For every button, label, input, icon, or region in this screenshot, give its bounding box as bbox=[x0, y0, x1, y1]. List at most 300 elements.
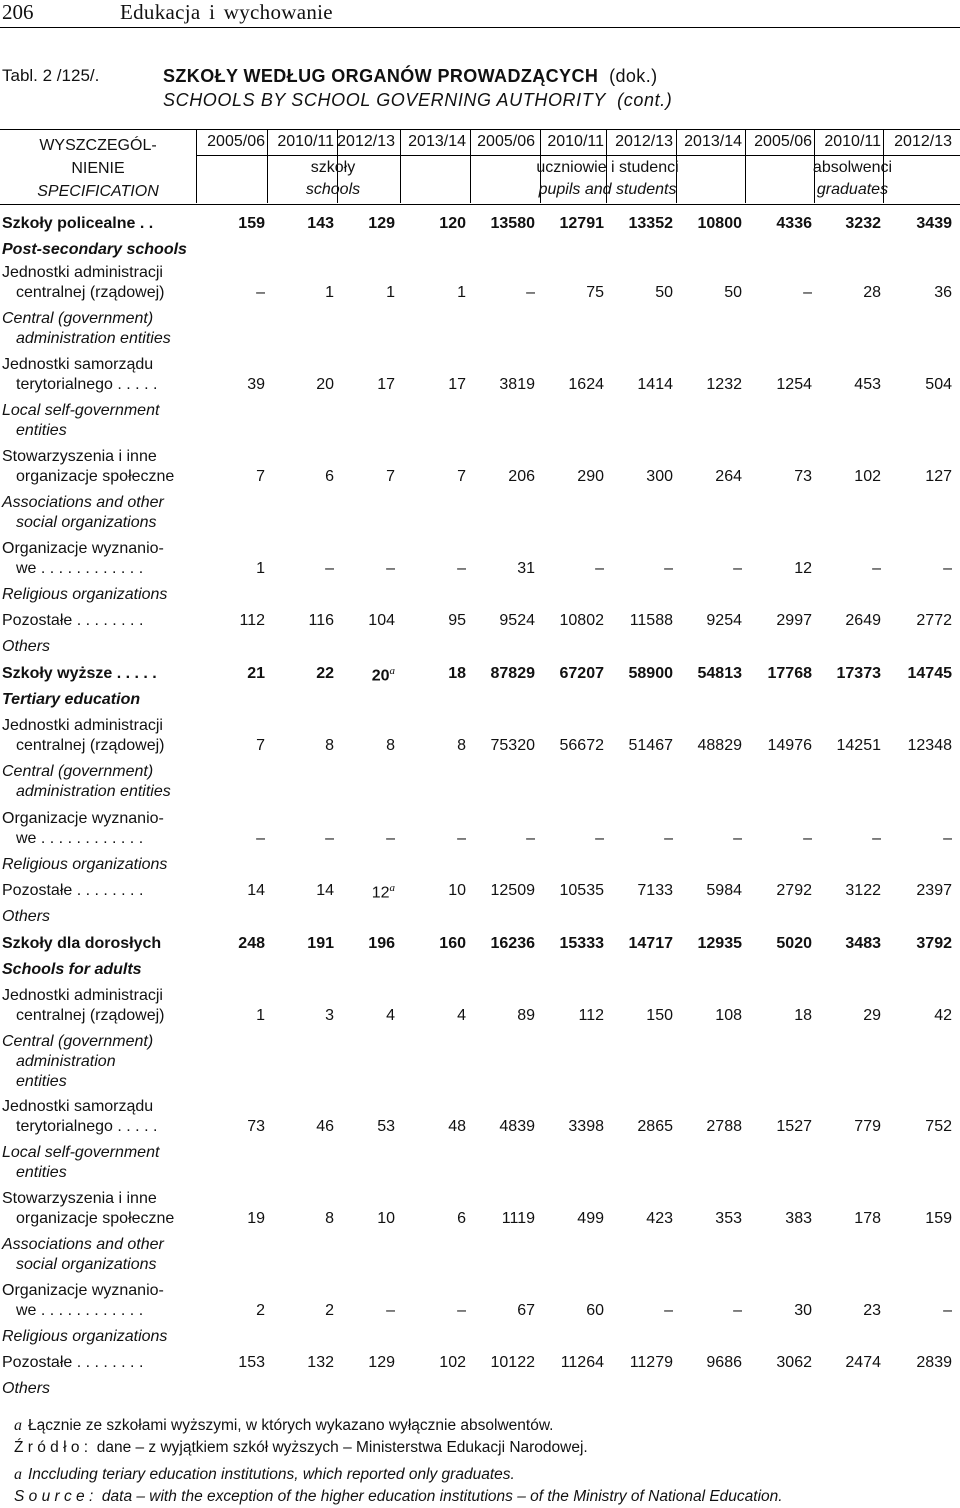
cell-value: 13580 bbox=[490, 215, 535, 232]
cell-value: 1232 bbox=[706, 376, 742, 393]
row-label-pl: Jednostki administracji bbox=[2, 987, 163, 1004]
row-label-pl: Stowarzyszenia i inne bbox=[2, 1190, 157, 1207]
row-label-pl: Szkoły dla dorosłych bbox=[2, 935, 162, 952]
spec-header-pl-1: WYSZCZEGÓL- bbox=[39, 137, 157, 154]
footnote-ref: a bbox=[389, 882, 395, 894]
cell-value: 4 bbox=[386, 1007, 395, 1024]
table-cell bbox=[327, 284, 395, 302]
table-cell bbox=[674, 612, 742, 630]
table-cell bbox=[327, 1354, 395, 1372]
cell-value: 248 bbox=[238, 935, 265, 952]
source-en-label: S o u r c e : bbox=[14, 1488, 94, 1505]
row-label-pl: Organizacje wyznanio- bbox=[2, 1282, 164, 1299]
table-cell bbox=[266, 215, 334, 233]
table-cell bbox=[744, 215, 812, 233]
table-cell bbox=[266, 935, 334, 953]
table-cell bbox=[398, 1007, 466, 1025]
table-cell bbox=[813, 935, 881, 953]
table-cell bbox=[744, 560, 812, 578]
cell-value: 29 bbox=[863, 1007, 881, 1024]
row-label-pl: Jednostki administracji bbox=[2, 264, 163, 281]
table-cell bbox=[467, 560, 535, 578]
table-cell bbox=[813, 1354, 881, 1372]
table-cell bbox=[605, 830, 673, 848]
table-cell bbox=[398, 665, 466, 683]
footnote-a-pl bbox=[14, 1416, 553, 1436]
cell-value: 20 bbox=[371, 667, 390, 685]
table-cell bbox=[266, 1118, 334, 1136]
source-pl-label: Ź r ó d ł o : bbox=[14, 1439, 89, 1456]
cell-value: – bbox=[386, 560, 395, 577]
table-cell bbox=[884, 1302, 952, 1320]
cell-value: 3062 bbox=[776, 1354, 812, 1371]
table-cell bbox=[674, 737, 742, 755]
table-cell bbox=[197, 665, 265, 683]
table-cell bbox=[674, 1007, 742, 1025]
row-label-pl: Organizacje wyznanio- bbox=[2, 540, 164, 557]
cell-value: 11588 bbox=[629, 612, 673, 629]
table-cell bbox=[266, 737, 334, 755]
cell-value: 2788 bbox=[706, 1118, 742, 1135]
group-rule bbox=[471, 155, 745, 156]
cell-value: 7 bbox=[256, 468, 265, 485]
table-cell bbox=[398, 737, 466, 755]
year-header: 2012/13 bbox=[615, 133, 673, 150]
table-cell bbox=[884, 935, 952, 953]
cell-value: 10 bbox=[448, 882, 466, 899]
table-cell bbox=[266, 284, 334, 302]
cell-value: 73 bbox=[247, 1118, 265, 1135]
cell-value: 1119 bbox=[501, 1210, 535, 1227]
footnote-ref: a bbox=[389, 665, 395, 677]
row-label-en: Central (government) bbox=[2, 1033, 154, 1050]
table-cell bbox=[884, 1354, 952, 1372]
cell-value: – bbox=[526, 284, 535, 301]
table-cell bbox=[467, 1210, 535, 1228]
cell-value: 353 bbox=[715, 1210, 742, 1227]
cell-value: 2772 bbox=[916, 612, 952, 629]
cell-value: – bbox=[457, 560, 466, 577]
cell-value: 3232 bbox=[845, 215, 881, 232]
cell-value: 10535 bbox=[559, 882, 604, 899]
table-cell bbox=[327, 215, 395, 233]
cell-value: 1414 bbox=[637, 376, 673, 393]
table-cell bbox=[744, 468, 812, 486]
table-cell bbox=[327, 1118, 395, 1136]
table-cell bbox=[884, 468, 952, 486]
table-cell bbox=[744, 1354, 812, 1372]
table-cell bbox=[398, 1302, 466, 1320]
cell-value: 1527 bbox=[776, 1118, 812, 1135]
table-cell bbox=[605, 1354, 673, 1372]
cell-value: 1 bbox=[256, 1007, 265, 1024]
row-label-en: Local self-government bbox=[2, 1144, 160, 1161]
cell-value: – bbox=[943, 1302, 952, 1319]
cell-value: 129 bbox=[368, 1354, 395, 1371]
table-cell bbox=[674, 284, 742, 302]
table-title-pl-main: SZKOŁY WEDŁUG ORGANÓW PROWADZĄCYCH bbox=[163, 66, 599, 86]
table-cell bbox=[536, 612, 604, 630]
row-label-en: Others bbox=[2, 908, 51, 925]
footnote-marker: a bbox=[14, 1417, 22, 1434]
cell-value: – bbox=[872, 560, 881, 577]
table-cell bbox=[884, 284, 952, 302]
cell-value: 89 bbox=[517, 1007, 535, 1024]
table-cell bbox=[536, 560, 604, 578]
group-rule bbox=[197, 155, 470, 156]
cell-value: 10800 bbox=[697, 215, 742, 232]
table-cell bbox=[605, 665, 673, 683]
page-number: 206 bbox=[2, 0, 34, 24]
table-cell bbox=[884, 737, 952, 755]
table-cell bbox=[197, 737, 265, 755]
group-rule bbox=[746, 155, 960, 156]
table-cell bbox=[467, 935, 535, 953]
source-pl-text: dane – z wyjątkiem szkół wyższych – Ministerstwa Edukacji Narodowej. bbox=[96, 1439, 588, 1456]
cell-value: 2649 bbox=[845, 612, 881, 629]
table-cell bbox=[467, 612, 535, 630]
cell-value: 5020 bbox=[776, 935, 812, 952]
cell-value: 14976 bbox=[767, 737, 812, 754]
cell-value: – bbox=[595, 560, 604, 577]
cell-value: 50 bbox=[655, 284, 673, 301]
row-label-pl: Szkoły wyższe . . . . . bbox=[2, 665, 157, 682]
table-cell bbox=[884, 1118, 952, 1136]
year-header: 2012/13 bbox=[894, 133, 952, 150]
table-cell bbox=[467, 284, 535, 302]
table-cell bbox=[536, 737, 604, 755]
cell-value: – bbox=[943, 830, 952, 847]
table-cell bbox=[467, 1007, 535, 1025]
row-label-en: Post-secondary schools bbox=[2, 241, 187, 258]
table-cell bbox=[467, 665, 535, 683]
table-cell bbox=[266, 1007, 334, 1025]
table-cell bbox=[398, 612, 466, 630]
table-cell bbox=[197, 284, 265, 302]
cell-value: 290 bbox=[577, 468, 604, 485]
table-cell bbox=[744, 1210, 812, 1228]
table-cell bbox=[605, 1302, 673, 1320]
table-cell bbox=[197, 1118, 265, 1136]
table-cell bbox=[813, 830, 881, 848]
table-cell bbox=[467, 882, 535, 900]
cell-value: 132 bbox=[307, 1354, 334, 1371]
cell-value: 2865 bbox=[637, 1118, 673, 1135]
cell-value: 48 bbox=[448, 1118, 466, 1135]
cell-value: 9254 bbox=[706, 612, 742, 629]
group-header-en: graduates bbox=[816, 181, 889, 198]
table-cell bbox=[467, 1354, 535, 1372]
table-cell bbox=[674, 830, 742, 848]
table-cell bbox=[467, 1118, 535, 1136]
table-cell bbox=[197, 882, 265, 900]
cell-value: – bbox=[664, 1302, 673, 1319]
cell-value: 8 bbox=[325, 737, 334, 754]
table-cell bbox=[813, 376, 881, 394]
table-cell bbox=[674, 1354, 742, 1372]
cell-value: 15333 bbox=[559, 935, 604, 952]
table-cell bbox=[605, 284, 673, 302]
cell-value: 46 bbox=[316, 1118, 334, 1135]
cell-value: 108 bbox=[715, 1007, 742, 1024]
row-label-en: Religious organizations bbox=[2, 1328, 168, 1345]
cell-value: 453 bbox=[854, 376, 881, 393]
row-label-pl-cont: terytorialnego . . . . . bbox=[16, 376, 158, 393]
table-cell bbox=[813, 882, 881, 900]
table-cell bbox=[674, 1118, 742, 1136]
table-cell bbox=[605, 468, 673, 486]
table-cell bbox=[605, 1007, 673, 1025]
table-cell bbox=[605, 935, 673, 953]
row-label-pl: Pozostałe . . . . . . . . bbox=[2, 1354, 144, 1371]
table-cell bbox=[674, 1210, 742, 1228]
table-cell bbox=[605, 376, 673, 394]
cell-value: 178 bbox=[854, 1210, 881, 1227]
table-cell bbox=[398, 1354, 466, 1372]
table-cell bbox=[197, 560, 265, 578]
table-cell bbox=[884, 560, 952, 578]
cell-value: 8 bbox=[386, 737, 395, 754]
cell-value: 12935 bbox=[697, 935, 742, 952]
cell-value: 6 bbox=[325, 468, 334, 485]
row-label-pl: Jednostki samorządu bbox=[2, 1098, 154, 1115]
cell-value: 150 bbox=[646, 1007, 673, 1024]
cell-value: 11279 bbox=[629, 1354, 673, 1371]
table-title-en-main: SCHOOLS BY SCHOOL GOVERNING AUTHORITY bbox=[163, 90, 606, 110]
cell-value: 779 bbox=[854, 1118, 881, 1135]
cell-value: 75 bbox=[586, 284, 604, 301]
cell-value: 13352 bbox=[628, 215, 673, 232]
table-title-en-suffix: (cont.) bbox=[617, 90, 673, 110]
group-header-pl: uczniowie i studenci bbox=[536, 159, 679, 176]
cell-value: 48829 bbox=[697, 737, 742, 754]
table-cell bbox=[884, 215, 952, 233]
row-label-en: Associations and other bbox=[2, 1236, 164, 1253]
cell-value: 3819 bbox=[499, 376, 535, 393]
row-label-en: Others bbox=[2, 1380, 51, 1397]
table-cell bbox=[197, 1210, 265, 1228]
cell-value: 8 bbox=[325, 1210, 334, 1227]
table-cell bbox=[744, 830, 812, 848]
cell-value: 264 bbox=[715, 468, 742, 485]
table-cell bbox=[467, 468, 535, 486]
cell-value: – bbox=[733, 560, 742, 577]
table-cell bbox=[398, 376, 466, 394]
year-header: 2013/14 bbox=[684, 133, 742, 150]
table-cell bbox=[327, 468, 395, 486]
table-cell bbox=[813, 468, 881, 486]
year-header: 2010/11 bbox=[277, 133, 334, 150]
cell-value: 143 bbox=[307, 215, 334, 232]
table-cell bbox=[884, 376, 952, 394]
cell-value: – bbox=[943, 560, 952, 577]
table-cell bbox=[327, 560, 395, 578]
cell-value: 3792 bbox=[916, 935, 952, 952]
cell-value: 18 bbox=[794, 1007, 812, 1024]
table-cell bbox=[536, 215, 604, 233]
source-en bbox=[14, 1487, 783, 1507]
spec-header bbox=[0, 134, 196, 203]
cell-value: 1 bbox=[457, 284, 466, 301]
table-cell bbox=[398, 830, 466, 848]
cell-value: 22 bbox=[316, 665, 334, 682]
cell-value: 129 bbox=[368, 215, 395, 232]
row-label-pl: Pozostałe . . . . . . . . bbox=[2, 612, 144, 629]
table-cell bbox=[813, 284, 881, 302]
table-cell bbox=[266, 612, 334, 630]
cell-value: 14717 bbox=[628, 935, 673, 952]
cell-value: 51467 bbox=[628, 737, 673, 754]
table-cell bbox=[266, 830, 334, 848]
table-cell bbox=[536, 1210, 604, 1228]
table-cell bbox=[536, 1118, 604, 1136]
footnote-marker-en: a bbox=[14, 1466, 22, 1483]
cell-value: 36 bbox=[934, 284, 952, 301]
cell-value: 752 bbox=[925, 1118, 952, 1135]
cell-value: – bbox=[733, 1302, 742, 1319]
cell-value: 2397 bbox=[916, 882, 952, 899]
table-cell bbox=[398, 468, 466, 486]
row-label-en-cont: administration entities bbox=[16, 330, 171, 347]
table-cell bbox=[536, 935, 604, 953]
running-title: Edukacja i wychowanie bbox=[120, 0, 333, 24]
row-label-en-cont: entities bbox=[16, 1073, 67, 1090]
table-cell bbox=[266, 1354, 334, 1372]
cell-value: 12509 bbox=[490, 882, 535, 899]
page-header bbox=[0, 0, 960, 28]
table-cell bbox=[467, 1302, 535, 1320]
table-cell bbox=[605, 1210, 673, 1228]
table-cell bbox=[674, 215, 742, 233]
table-cell bbox=[813, 1302, 881, 1320]
table-cell bbox=[744, 376, 812, 394]
table-cell bbox=[674, 468, 742, 486]
cell-value: 6 bbox=[457, 1210, 466, 1227]
cell-value: 4 bbox=[457, 1007, 466, 1024]
cell-value: 17 bbox=[448, 376, 466, 393]
row-label-en: Others bbox=[2, 638, 51, 655]
row-label-pl: Pozostałe . . . . . . . . bbox=[2, 882, 144, 899]
table-cell bbox=[266, 468, 334, 486]
cell-value: 67207 bbox=[559, 665, 604, 682]
cell-value: – bbox=[386, 830, 395, 847]
cell-value: 18 bbox=[448, 665, 466, 682]
row-label-en-cont: social organizations bbox=[16, 514, 157, 531]
table-cell bbox=[744, 737, 812, 755]
year-header: 2010/11 bbox=[824, 133, 881, 150]
row-label-en-cont: social organizations bbox=[16, 1256, 157, 1273]
cell-value: 159 bbox=[925, 1210, 952, 1227]
table-cell bbox=[327, 612, 395, 630]
table-cell bbox=[536, 830, 604, 848]
cell-value: 2839 bbox=[916, 1354, 952, 1371]
cell-value: 20 bbox=[316, 376, 334, 393]
row-label-pl-cont: we . . . . . . . . . . . . bbox=[16, 1302, 144, 1319]
table-cell bbox=[197, 1007, 265, 1025]
cell-value: 30 bbox=[794, 1302, 812, 1319]
spec-header-en: SPECIFICATION bbox=[37, 183, 159, 200]
table-cell bbox=[467, 215, 535, 233]
table-cell bbox=[266, 560, 334, 578]
cell-value: 112 bbox=[578, 1007, 604, 1024]
row-label-en: Associations and other bbox=[2, 494, 164, 511]
table-cell bbox=[536, 1354, 604, 1372]
cell-value: 9686 bbox=[706, 1354, 742, 1371]
source-en-text: data – with the exception of the higher education institutions – of the Ministry of National Education. bbox=[101, 1488, 783, 1505]
row-label-en: Religious organizations bbox=[2, 856, 168, 873]
cell-value: 16236 bbox=[490, 935, 535, 952]
cell-value: – bbox=[386, 1302, 395, 1319]
cell-value: – bbox=[325, 830, 334, 847]
cell-value: – bbox=[526, 830, 535, 847]
cell-value: 3 bbox=[325, 1007, 334, 1024]
cell-value: 4336 bbox=[776, 215, 812, 232]
row-label-pl: Organizacje wyznanio- bbox=[2, 810, 164, 827]
year-header: 2012/13 bbox=[337, 133, 395, 150]
cell-value: 7 bbox=[457, 468, 466, 485]
cell-value: 75320 bbox=[490, 737, 535, 754]
row-label-en-cont: administration bbox=[16, 1053, 116, 1070]
table-cell bbox=[266, 1210, 334, 1228]
row-label-en: Central (government) bbox=[2, 763, 154, 780]
table-cell bbox=[327, 1007, 395, 1025]
table-cell bbox=[398, 1210, 466, 1228]
row-label-pl-cont: centralnej (rządowej) bbox=[16, 284, 165, 301]
cell-value: 7133 bbox=[637, 882, 673, 899]
table-cell bbox=[813, 1210, 881, 1228]
table-cell bbox=[674, 935, 742, 953]
cell-value: – bbox=[457, 1302, 466, 1319]
cell-value: 10802 bbox=[559, 612, 604, 629]
cell-value: 31 bbox=[517, 560, 535, 577]
group-header bbox=[196, 157, 470, 201]
row-label-en-cont: entities bbox=[16, 422, 67, 439]
table-cell bbox=[744, 882, 812, 900]
cell-value: 54813 bbox=[697, 665, 742, 682]
cell-value: 159 bbox=[238, 215, 265, 232]
table-cell bbox=[884, 612, 952, 630]
cell-value: 8 bbox=[457, 737, 466, 754]
table-cell bbox=[744, 1118, 812, 1136]
table-cell bbox=[813, 1007, 881, 1025]
cell-value: 50 bbox=[724, 284, 742, 301]
year-header: 2005/06 bbox=[477, 133, 535, 150]
cell-value: 2474 bbox=[845, 1354, 881, 1371]
group-header-pl: szkoły bbox=[310, 159, 356, 176]
cell-value: 60 bbox=[586, 1302, 604, 1319]
cell-value: 28 bbox=[863, 284, 881, 301]
cell-value: 14745 bbox=[907, 665, 952, 682]
cell-value: 102 bbox=[854, 468, 881, 485]
table-cell bbox=[813, 612, 881, 630]
table-cell bbox=[327, 737, 395, 755]
table-cell bbox=[605, 215, 673, 233]
table-cell bbox=[884, 665, 952, 683]
cell-value: 116 bbox=[308, 612, 334, 629]
footnote-a-en bbox=[14, 1465, 515, 1485]
row-label-pl-cont: organizacje społeczne bbox=[16, 468, 175, 485]
table-cell bbox=[884, 830, 952, 848]
row-label-pl-cont: centralnej (rządowej) bbox=[16, 737, 165, 754]
cell-value: 3398 bbox=[568, 1118, 604, 1135]
year-header: 2010/11 bbox=[547, 133, 604, 150]
cell-value: 23 bbox=[863, 1302, 881, 1319]
cell-value: 160 bbox=[439, 935, 466, 952]
table-cell bbox=[327, 1302, 395, 1320]
table-cell bbox=[197, 1302, 265, 1320]
table-title-pl bbox=[163, 66, 658, 87]
table-cell bbox=[884, 1210, 952, 1228]
